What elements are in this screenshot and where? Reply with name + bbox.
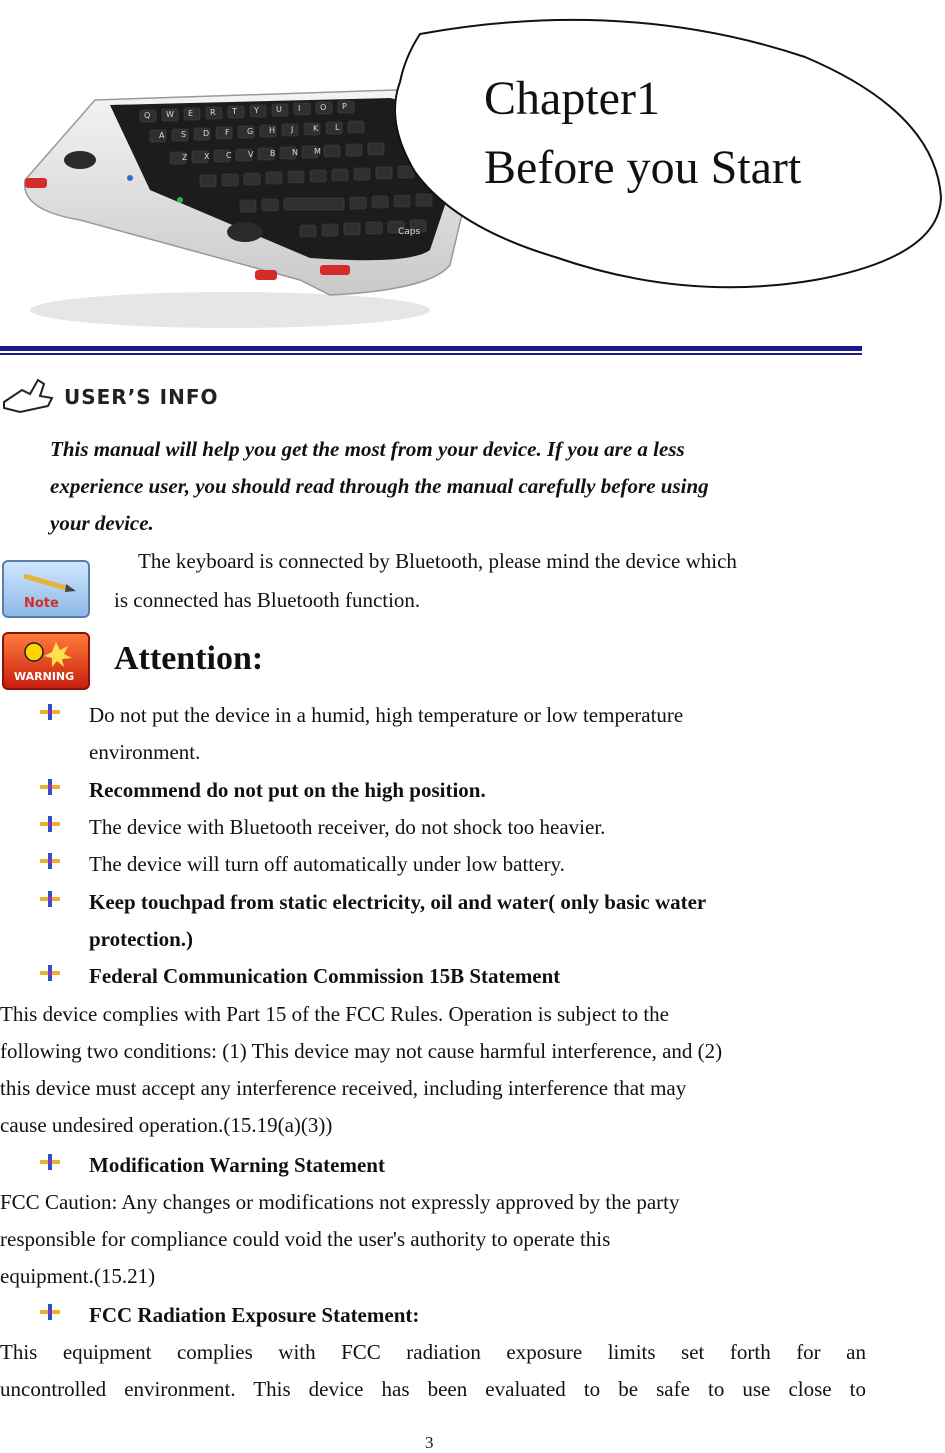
warning-icon <box>2 632 90 690</box>
fcc-line: this device must accept any interference received, including interference that may <box>0 1076 687 1100</box>
keyboard-key-label: B <box>270 149 276 158</box>
keyboard-key-label: A <box>159 131 165 140</box>
radiation-paragraph <box>0 1334 866 1408</box>
radiation-line: This equipment complies with FCC radiation exposure limits set forth for an <box>0 1340 866 1364</box>
left-mouse-button <box>64 151 96 169</box>
bullet-icon <box>40 779 60 795</box>
intro-paragraph <box>50 431 709 542</box>
keyboard-key-label: C <box>226 151 232 160</box>
keyboard-key-label: F <box>225 128 230 137</box>
header-rule-thick <box>0 346 862 351</box>
bullet-icon <box>40 704 60 720</box>
fcc-line: This device complies with Part 15 of the FCC Rules. Operation is subject to the <box>0 1002 669 1026</box>
keyboard-key-label: Y <box>254 106 259 115</box>
bullet-icon <box>40 965 60 981</box>
fcc-15b-heading: Federal Communication Commission 15B Statement <box>89 964 561 988</box>
radiation-line: uncontrolled environment. This device has been evaluated to be safe to use close to <box>0 1377 866 1401</box>
keyboard-key-label: U <box>276 105 282 114</box>
bullet-text: The device will turn off automatically under low battery. <box>89 852 565 876</box>
keyboard-key-label: W <box>166 110 174 119</box>
warning-badge-label: WARNING <box>14 670 75 683</box>
keyboard-key-label: M <box>314 147 321 156</box>
bullet-text: The device with Bluetooth receiver, do not shock too heavier. <box>89 815 606 839</box>
bullet-icon <box>40 891 60 907</box>
bullet-text <box>89 884 706 958</box>
bullet-icon <box>40 1154 60 1170</box>
note-icon <box>2 560 90 618</box>
keyboard-key-label: Z <box>182 153 188 162</box>
modification-heading: Modification Warning Statement <box>89 1153 385 1177</box>
users-info-hand-icon <box>0 366 60 416</box>
keyboard-key-label: R <box>210 108 216 117</box>
fcc-line: cause undesired operation.(15.19(a)(3)) <box>0 1113 333 1137</box>
header-rule-thin <box>0 353 862 355</box>
note-badge-label: Note <box>24 596 59 611</box>
right-indicator-red <box>320 265 350 275</box>
bullet-line: environment. <box>89 740 201 764</box>
keyboard-key-label: I <box>298 104 301 113</box>
power-led-icon <box>177 197 183 203</box>
bullet-line: Do not put the device in a humid, high temperature or low temperature <box>89 703 684 727</box>
keyboard-key-label: D <box>203 129 210 138</box>
intro-line: your device. <box>50 511 154 535</box>
intro-line: experience user, you should read through the manual carefully before using <box>50 474 709 498</box>
modification-line: equipment.(15.21) <box>0 1264 156 1288</box>
users-info-label: USER’S INFO <box>64 385 219 409</box>
note-line-1: The keyboard is connected by Bluetooth, please mind the device which <box>138 549 737 573</box>
modification-paragraph <box>0 1184 679 1295</box>
keyboard-key-label: S <box>181 130 187 139</box>
bullet-icon <box>40 1304 60 1320</box>
bullet-line: protection.) <box>89 927 194 951</box>
bottom-indicator-red <box>255 270 277 280</box>
keyboard-key-label: Q <box>144 111 151 120</box>
bullet-icon <box>40 853 60 869</box>
keyboard-key-label: K <box>313 124 319 133</box>
keyboard-key-label: P <box>342 102 347 111</box>
keyboard-key-label: V <box>248 150 254 159</box>
fcc-line: following two conditions: (1) This device may not cause harmful interference, and (2) <box>0 1039 723 1063</box>
radiation-heading: FCC Radiation Exposure Statement: <box>89 1303 420 1327</box>
keyboard-key-label: H <box>269 126 276 135</box>
intro-line: This manual will help you get the most from your device. If you are a less <box>50 437 685 461</box>
chapter-number: Chapter1 <box>484 72 660 125</box>
keyboard-key-label: G <box>247 127 254 136</box>
bullet-icon <box>40 816 60 832</box>
caps-key-label: Caps <box>398 227 421 237</box>
bullet-text: Recommend do not put on the high position. <box>89 778 486 802</box>
keyboard-key-label: L <box>335 123 340 132</box>
page-number: 3 <box>425 1433 434 1452</box>
keyboard-key-label: T <box>232 107 237 116</box>
keyboard-key-label: O <box>320 103 327 112</box>
keyboard-key-label: E <box>188 109 194 118</box>
right-mouse-button <box>227 222 263 242</box>
bluetooth-led-icon <box>127 175 133 181</box>
keyboard-key-label: X <box>204 152 210 161</box>
keyboard-key-label: J <box>291 125 294 134</box>
modification-line: responsible for compliance could void the user's authority to operate this <box>0 1227 611 1251</box>
note-line-2: is connected has Bluetooth function. <box>114 588 421 612</box>
bullet-text <box>89 697 683 771</box>
bullet-line: Keep touchpad from static electricity, oil and water( only basic water <box>89 890 707 914</box>
keyboard-shadow <box>30 292 430 328</box>
chapter-title: Before you Start <box>484 141 802 194</box>
left-indicator-red <box>25 178 47 188</box>
fcc-paragraph <box>0 996 722 1144</box>
modification-line: FCC Caution: Any changes or modifications not expressly approved by the party <box>0 1190 680 1214</box>
attention-title: Attention: <box>114 640 264 677</box>
keyboard-key-label: N <box>292 148 298 157</box>
